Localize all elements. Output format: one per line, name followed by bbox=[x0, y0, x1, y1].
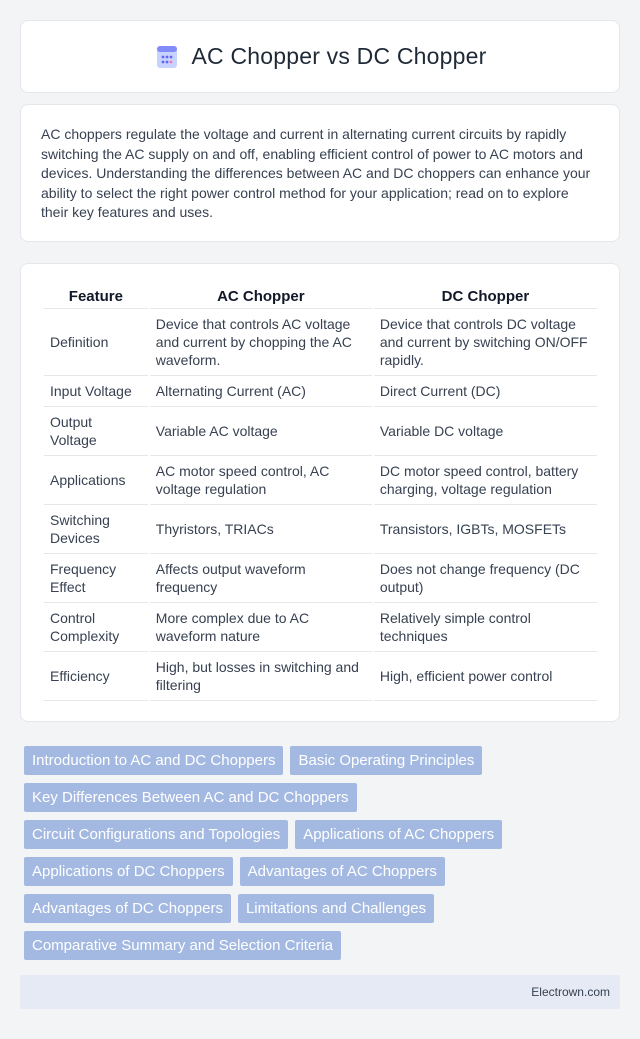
cell-dc: High, efficient power control bbox=[374, 652, 597, 701]
header-feature: Feature bbox=[44, 280, 148, 309]
cell-feature: Switching Devices bbox=[44, 505, 148, 554]
cell-ac: Thyristors, TRIACs bbox=[150, 505, 372, 554]
table-row bbox=[44, 505, 597, 554]
cell-dc: Device that controls DC voltage and current by switching ON/OFF rapidly. bbox=[374, 309, 597, 376]
document-icon bbox=[154, 44, 180, 70]
cell-ac: More complex due to AC waveform nature bbox=[150, 603, 372, 652]
cell-dc: DC motor speed control, battery charging, voltage regulation bbox=[374, 456, 597, 505]
topic-link-introduction[interactable]: Introduction to AC and DC Choppers bbox=[24, 746, 283, 775]
cell-feature: Definition bbox=[44, 309, 148, 376]
topic-link-applications-dc[interactable]: Applications of DC Choppers bbox=[24, 857, 233, 886]
cell-dc: Does not change frequency (DC output) bbox=[374, 554, 597, 603]
cell-dc: Relatively simple control techniques bbox=[374, 603, 597, 652]
topic-link-circuit-configurations[interactable]: Circuit Configurations and Topologies bbox=[24, 820, 288, 849]
header-dc-chopper: DC Chopper bbox=[374, 280, 597, 309]
comparison-table-card bbox=[20, 263, 620, 722]
cell-feature: Applications bbox=[44, 456, 148, 505]
table-row bbox=[44, 376, 597, 407]
table-row bbox=[44, 554, 597, 603]
cell-feature: Input Voltage bbox=[44, 376, 148, 407]
cell-feature: Control Complexity bbox=[44, 603, 148, 652]
topic-link-comparative-summary[interactable]: Comparative Summary and Selection Criteria bbox=[24, 931, 341, 960]
topic-links bbox=[24, 746, 624, 960]
comparison-table bbox=[42, 280, 599, 701]
cell-dc: Transistors, IGBTs, MOSFETs bbox=[374, 505, 597, 554]
topic-link-limitations[interactable]: Limitations and Challenges bbox=[238, 894, 434, 923]
cell-ac: Device that controls AC voltage and current by chopping the AC waveform. bbox=[150, 309, 372, 376]
cell-ac: High, but losses in switching and filtering bbox=[150, 652, 372, 701]
cell-ac: Affects output waveform frequency bbox=[150, 554, 372, 603]
cell-ac: Variable AC voltage bbox=[150, 407, 372, 456]
table-row bbox=[44, 407, 597, 456]
cell-feature: Efficiency bbox=[44, 652, 148, 701]
intro-card bbox=[20, 104, 620, 242]
title-card bbox=[20, 20, 620, 93]
table-row bbox=[44, 652, 597, 701]
footer bbox=[20, 975, 620, 1009]
topic-link-applications-ac[interactable]: Applications of AC Choppers bbox=[295, 820, 502, 849]
topic-link-advantages-ac[interactable]: Advantages of AC Choppers bbox=[240, 857, 445, 886]
cell-ac: AC motor speed control, AC voltage regulation bbox=[150, 456, 372, 505]
table-row bbox=[44, 309, 597, 376]
table-row bbox=[44, 603, 597, 652]
topic-link-key-differences[interactable]: Key Differences Between AC and DC Choppers bbox=[24, 783, 357, 812]
table-row bbox=[44, 456, 597, 505]
topic-link-basic-principles[interactable]: Basic Operating Principles bbox=[290, 746, 482, 775]
page-title: AC Chopper vs DC Chopper bbox=[191, 43, 487, 69]
footer-site-link[interactable]: Electrown.com bbox=[531, 985, 610, 999]
cell-dc: Direct Current (DC) bbox=[374, 376, 597, 407]
cell-feature: Frequency Effect bbox=[44, 554, 148, 603]
intro-text: AC choppers regulate the voltage and current in alternating current circuits by rapidly switching the AC supply on and off, enabling efficient control of power to AC motors and devices. Understanding the differences between AC and DC choppers can enhance your ability to select the right power control method for your application; read on to explore their key features and uses. bbox=[41, 126, 591, 221]
cell-dc: Variable DC voltage bbox=[374, 407, 597, 456]
cell-feature: Output Voltage bbox=[44, 407, 148, 456]
cell-ac: Alternating Current (AC) bbox=[150, 376, 372, 407]
header-ac-chopper: AC Chopper bbox=[150, 280, 372, 309]
table-header-row bbox=[44, 280, 597, 309]
topic-link-advantages-dc[interactable]: Advantages of DC Choppers bbox=[24, 894, 231, 923]
